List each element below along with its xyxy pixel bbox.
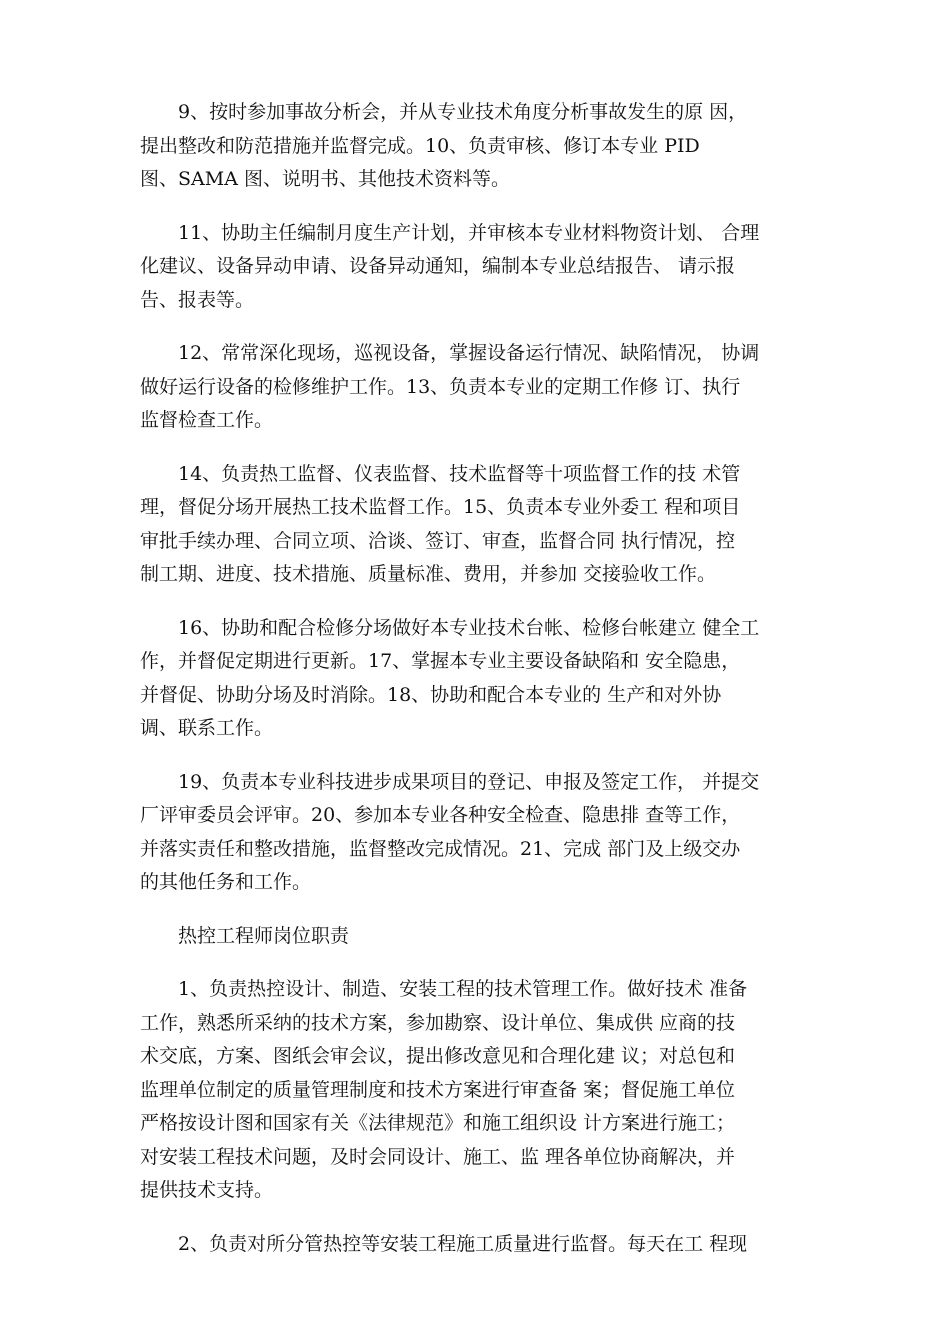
text-line: 1、负责热控设计、制造、安装工程的技术管理工作。做好技术 准备 — [178, 978, 748, 1000]
text-line: 11、协助主任编制月度生产计划，并审核本专业材料物资计划、 合理 — [178, 221, 760, 244]
text-line: 告、报表等。 — [140, 288, 255, 311]
text-line: 9、按时参加事故分析会，并从专业技术角度分析事故发生的原 因， — [178, 101, 748, 123]
paragraph-item-1 — [140, 973, 826, 1208]
text-line: 调、联系工作。 — [140, 717, 274, 739]
paragraph-item-2 — [140, 1228, 826, 1262]
text-line: 审批手续办理、合同立项、洽谈、签订、审查，监督合同 执行情况，控 — [140, 529, 736, 552]
text-line: 作，并督促定期进行更新。17、掌握本专业主要设备缺陷和 安全隐患， — [140, 650, 741, 672]
paragraph-item-9 — [140, 96, 826, 197]
text-line: 厂评审委员会评审。20、参加本专业各种安全检查、隐患排 查等工作， — [140, 804, 741, 826]
text-line: 19、负责本专业科技进步成果项目的登记、申报及签定工作， 并提交 — [178, 770, 760, 793]
text-line: 并落实责任和整改措施，监督整改完成情况。21、完成 部门及上级交办 — [140, 837, 741, 860]
text-line: 14、负责热工监督、仪表监督、技术监督等十项监督工作的技 术管 — [178, 462, 741, 485]
text-line: 并督促、协助分场及时消除。18、协助和配合本专业的 生产和对外协 — [140, 683, 722, 706]
paragraph-item-12 — [140, 337, 826, 438]
text-line: 工作，熟悉所采纳的技术方案，参加勘察、设计单位、集成供 应商的技 — [140, 1011, 736, 1034]
text-line: 理，督促分场开展热工技术监督工作。15、负责本专业外委工 程和项目 — [140, 496, 741, 518]
text-line: 化建议、设备异动申请、设备异动通知，编制本专业总结报告、 请示报 — [140, 255, 736, 277]
text-line: 提出整改和防范措施并监督完成。10、负责审核、修订本专业 PID — [140, 134, 700, 157]
text-line: 提供技术支持。 — [140, 1179, 274, 1201]
section-heading: 热控工程师岗位职责 — [178, 924, 350, 947]
text-line: 图、SAMA 图、说明书、其他技术资料等。 — [140, 168, 510, 190]
paragraph-item-19 — [140, 766, 826, 900]
text-line: 对安装工程技术问题，及时会同设计、施工、监 理各单位协商解决，并 — [140, 1145, 736, 1168]
text-line: 做好运行设备的检修维护工作。13、负责本专业的定期工作修 订、执行 — [140, 375, 741, 398]
text-line: 制工期、进度、技术措施、质量标准、费用，并参加 交接验收工作。 — [140, 563, 717, 585]
text-line: 16、协助和配合检修分场做好本专业技术台帐、检修台帐建立 健全工 — [178, 616, 760, 639]
text-line: 严格按设计图和国家有关《法律规范》和施工组织设 计方案进行施工； — [140, 1112, 736, 1134]
text-line: 监督检查工作。 — [140, 409, 274, 431]
paragraph-item-11 — [140, 217, 826, 318]
paragraph-item-14 — [140, 458, 826, 592]
text-line: 监理单位制定的质量管理制度和技术方案进行审查备 案；督促施工单位 — [140, 1078, 736, 1101]
text-line: 的其他任务和工作。 — [140, 871, 312, 893]
text-line: 12、常常深化现场，巡视设备，掌握设备运行情况、缺陷情况， 协调 — [178, 342, 760, 364]
text-line: 2、负责对所分管热控等安装工程施工质量进行监督。每天在工 程现 — [178, 1232, 748, 1255]
paragraph-item-16 — [140, 612, 826, 746]
text-line: 术交底，方案、图纸会审会议，提出修改意见和合理化建 议；对总包和 — [140, 1045, 736, 1067]
document-page — [140, 96, 826, 1281]
